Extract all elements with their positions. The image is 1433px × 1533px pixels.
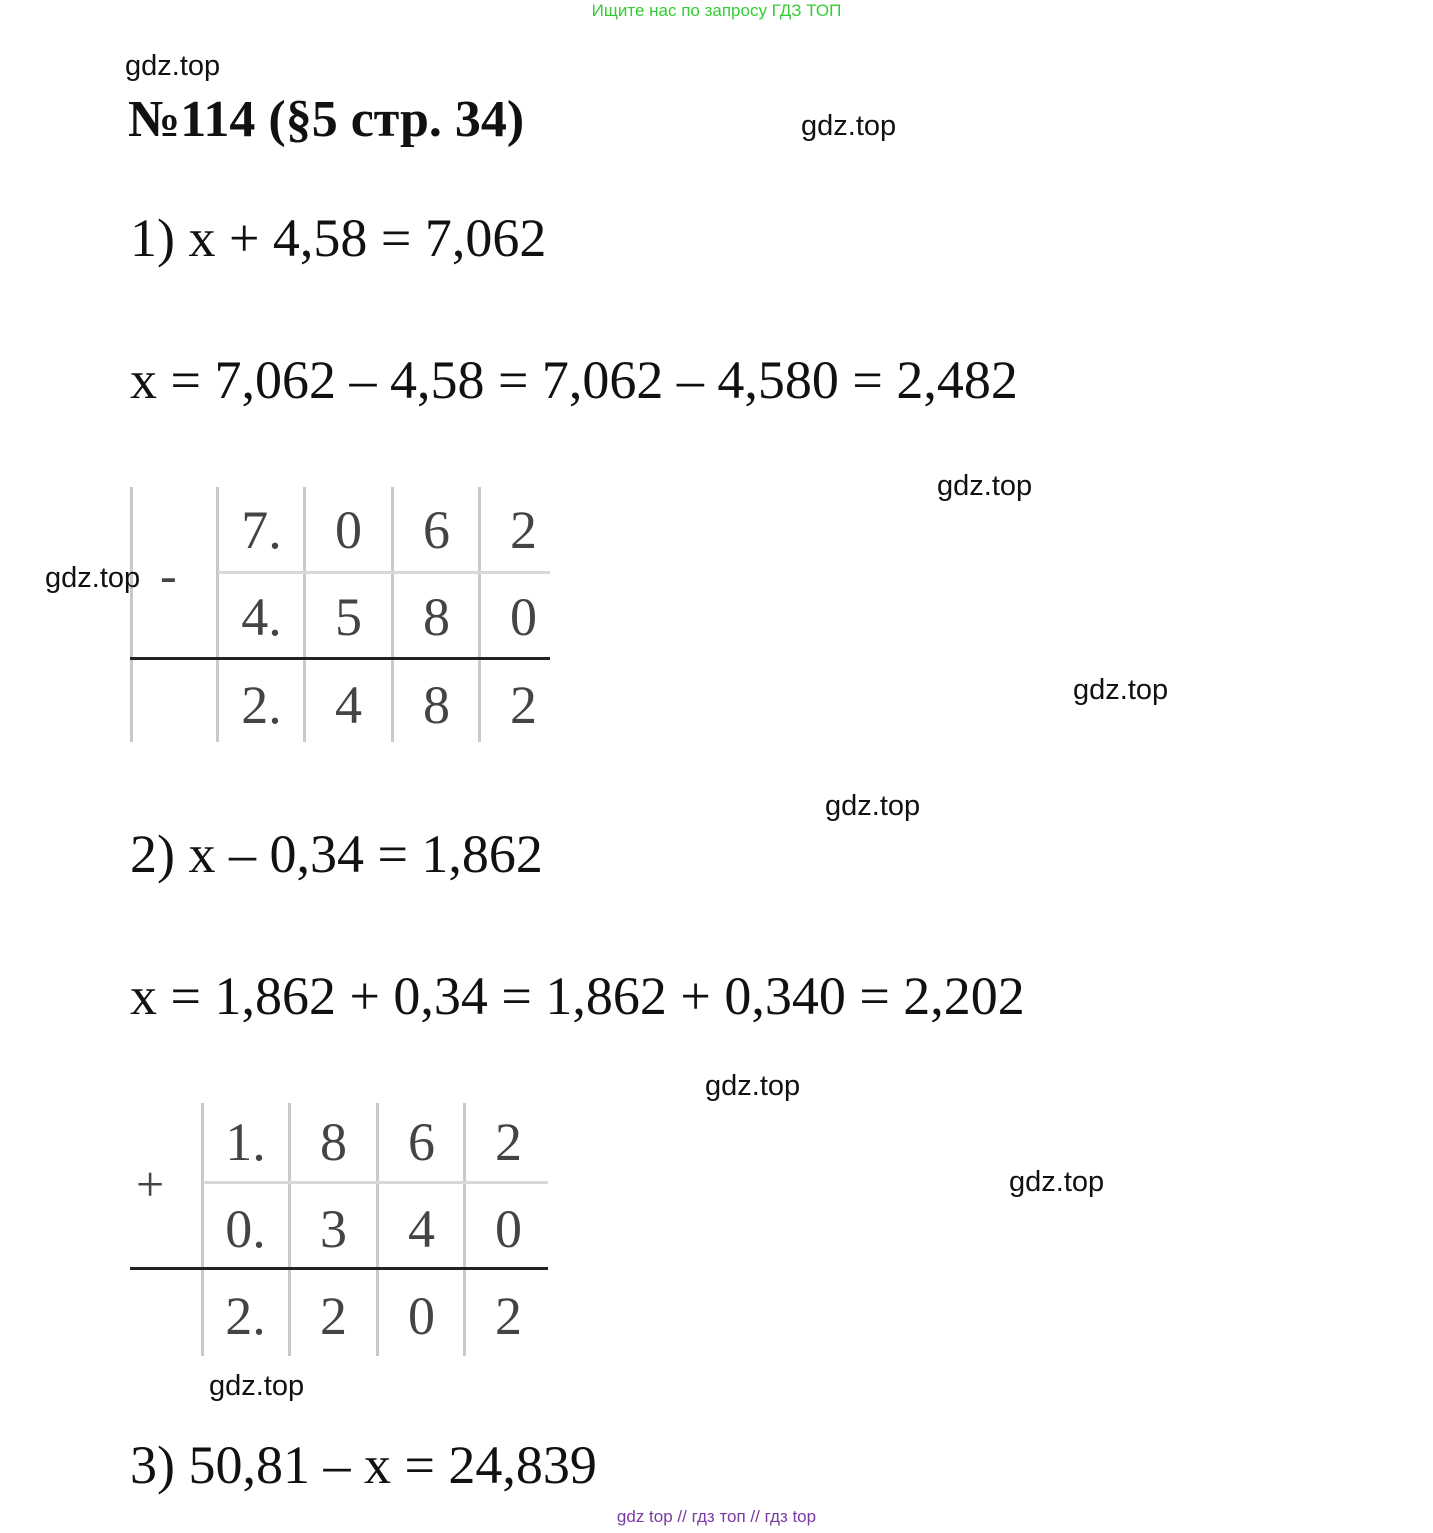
- digit-cell: 6: [408, 1112, 435, 1172]
- plus-operator: +: [136, 1156, 165, 1212]
- digit-cell: 8: [320, 1112, 347, 1172]
- digit-cell: 1.: [225, 1112, 266, 1172]
- digit-cell: 0: [495, 1199, 522, 1259]
- digit-cell: 8: [423, 587, 450, 647]
- problem1-equation: 1) x + 4,58 = 7,062: [130, 208, 547, 268]
- footer-banner: gdz top // гдз топ // гдз top: [616, 1507, 817, 1526]
- digit-cell: 4.: [241, 587, 282, 647]
- digit-cell: 3: [320, 1199, 347, 1259]
- digit-cell: 2: [495, 1112, 522, 1172]
- watermark: gdz.top: [1073, 674, 1169, 706]
- watermark: gdz.top: [125, 50, 221, 82]
- digit-cell: 2: [320, 1286, 347, 1346]
- column-subtraction: [130, 487, 550, 742]
- watermark: gdz.top: [1009, 1166, 1105, 1198]
- watermark: gdz.top: [209, 1370, 305, 1402]
- digit-cell: 0: [510, 587, 537, 647]
- header-banner: Ищите нас по запросу ГДЗ ТОП: [591, 1, 842, 20]
- problem2-solution: x = 1,862 + 0,34 = 1,862 + 0,340 = 2,202: [130, 966, 1025, 1026]
- digit-cell: 2.: [225, 1286, 266, 1346]
- digit-cell: 2: [510, 675, 537, 735]
- watermark: gdz.top: [45, 562, 141, 594]
- watermark: gdz.top: [705, 1070, 801, 1102]
- table-border: [130, 487, 133, 742]
- watermark: gdz.top: [937, 470, 1033, 502]
- digit-cell: 6: [423, 500, 450, 560]
- digit-cell: 4: [335, 675, 362, 735]
- digit-cell: 2: [495, 1286, 522, 1346]
- column-addition: [130, 1103, 548, 1356]
- digit-cell: 5: [335, 587, 362, 647]
- watermark: gdz.top: [801, 110, 897, 142]
- minus-operator: -: [160, 547, 177, 603]
- page-title: №114 (§5 стр. 34): [128, 91, 525, 148]
- digit-cell: 0: [335, 500, 362, 560]
- problem1-solution: x = 7,062 – 4,58 = 7,062 – 4,580 = 2,482: [130, 350, 1018, 410]
- digit-cell: 7.: [241, 500, 282, 560]
- digit-cell: 2: [510, 500, 537, 560]
- watermark: gdz.top: [825, 790, 921, 822]
- digit-cell: 0.: [225, 1199, 266, 1259]
- digit-cell: 4: [408, 1199, 435, 1259]
- digit-cell: 8: [423, 675, 450, 735]
- problem2-equation: 2) x – 0,34 = 1,862: [130, 824, 543, 884]
- problem3-equation: 3) 50,81 – x = 24,839: [130, 1435, 597, 1495]
- digit-cell: 2.: [241, 675, 282, 735]
- digit-cell: 0: [408, 1286, 435, 1346]
